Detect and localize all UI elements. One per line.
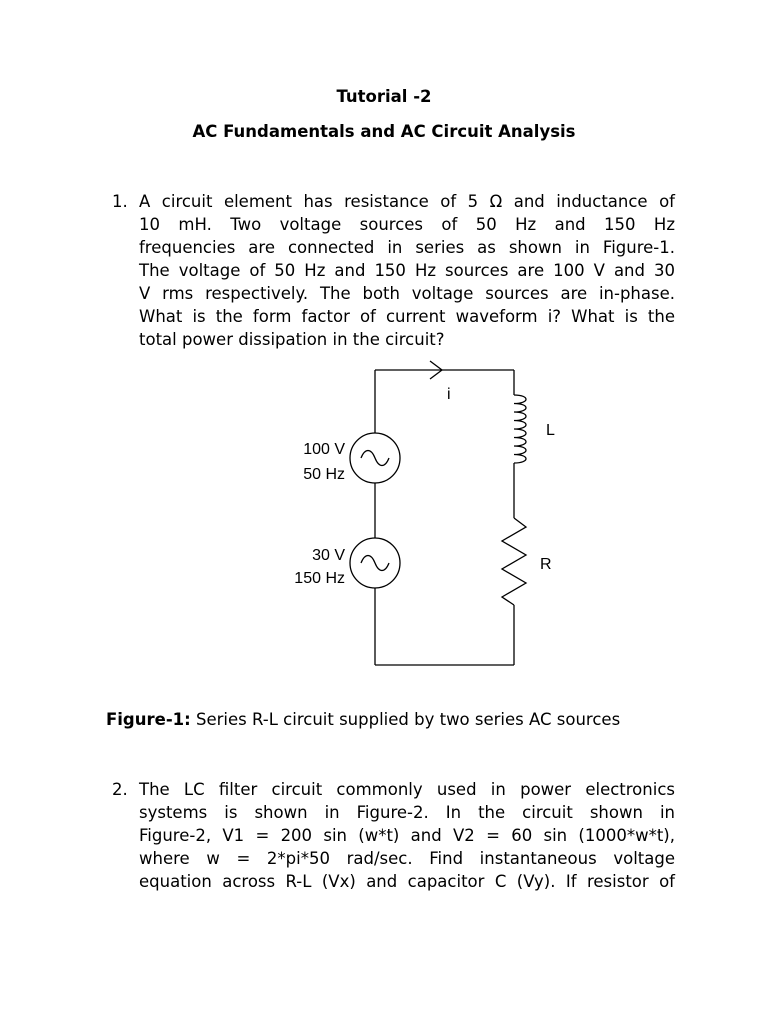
- source-1-voltage: 100 V: [303, 441, 345, 458]
- caption-text: Series R-L circuit supplied by two series AC sources: [190, 710, 621, 729]
- text-line: total power dissipation in the circuit?: [139, 330, 445, 349]
- text-line: Figure-2, V1 = 200 sin (w*t) and V2 = 60 sin (1000*w*t),: [139, 826, 675, 845]
- question-number: 2.: [112, 780, 128, 799]
- text-line: What is the form factor of current waveform i? What is the: [139, 307, 675, 326]
- resistor-label: R: [540, 556, 552, 573]
- caption-label: Figure-1:: [106, 710, 191, 729]
- text-line: where w = 2*pi*50 rad/sec. Find instantaneous voltage: [139, 849, 675, 868]
- question-text: [139, 778, 675, 893]
- text-line: A circuit element has resistance of 5 Ω and inductance of: [139, 192, 675, 211]
- figure-caption: [106, 710, 620, 729]
- text-line: The voltage of 50 Hz and 150 Hz sources are 100 V and 30: [139, 261, 675, 280]
- subject-title: AC Fundamentals and AC Circuit Analysis: [192, 122, 576, 141]
- current-label: i: [447, 386, 451, 403]
- question-text: [139, 190, 675, 351]
- source-2-frequency: 150 Hz: [294, 570, 345, 587]
- circuit-figure: [250, 355, 570, 675]
- inductor: [514, 395, 526, 463]
- text-line: equation across R-L (Vx) and capacitor C (Vy). If resistor of: [139, 872, 675, 891]
- question-1: [112, 190, 675, 351]
- text-line: V rms respectively. The both voltage sources are in-phase.: [139, 284, 675, 303]
- source-2-voltage: 30 V: [312, 547, 345, 564]
- question-number: 1.: [112, 192, 128, 211]
- text-line: 10 mH. Two voltage sources of 50 Hz and 150 Hz: [139, 215, 675, 234]
- resistor: [502, 518, 526, 605]
- text-line: systems is shown in Figure-2. In the circuit shown in: [139, 803, 675, 822]
- text-line: The LC filter circuit commonly used in power electronics: [139, 780, 675, 799]
- text-line: frequencies are connected in series as shown in Figure-1.: [139, 238, 675, 257]
- sine-icon: [361, 556, 389, 571]
- question-2: [112, 778, 675, 893]
- tutorial-title: Tutorial -2: [336, 87, 432, 106]
- inductor-label: L: [546, 422, 555, 439]
- sine-icon: [361, 451, 389, 466]
- source-1-frequency: 50 Hz: [303, 466, 345, 483]
